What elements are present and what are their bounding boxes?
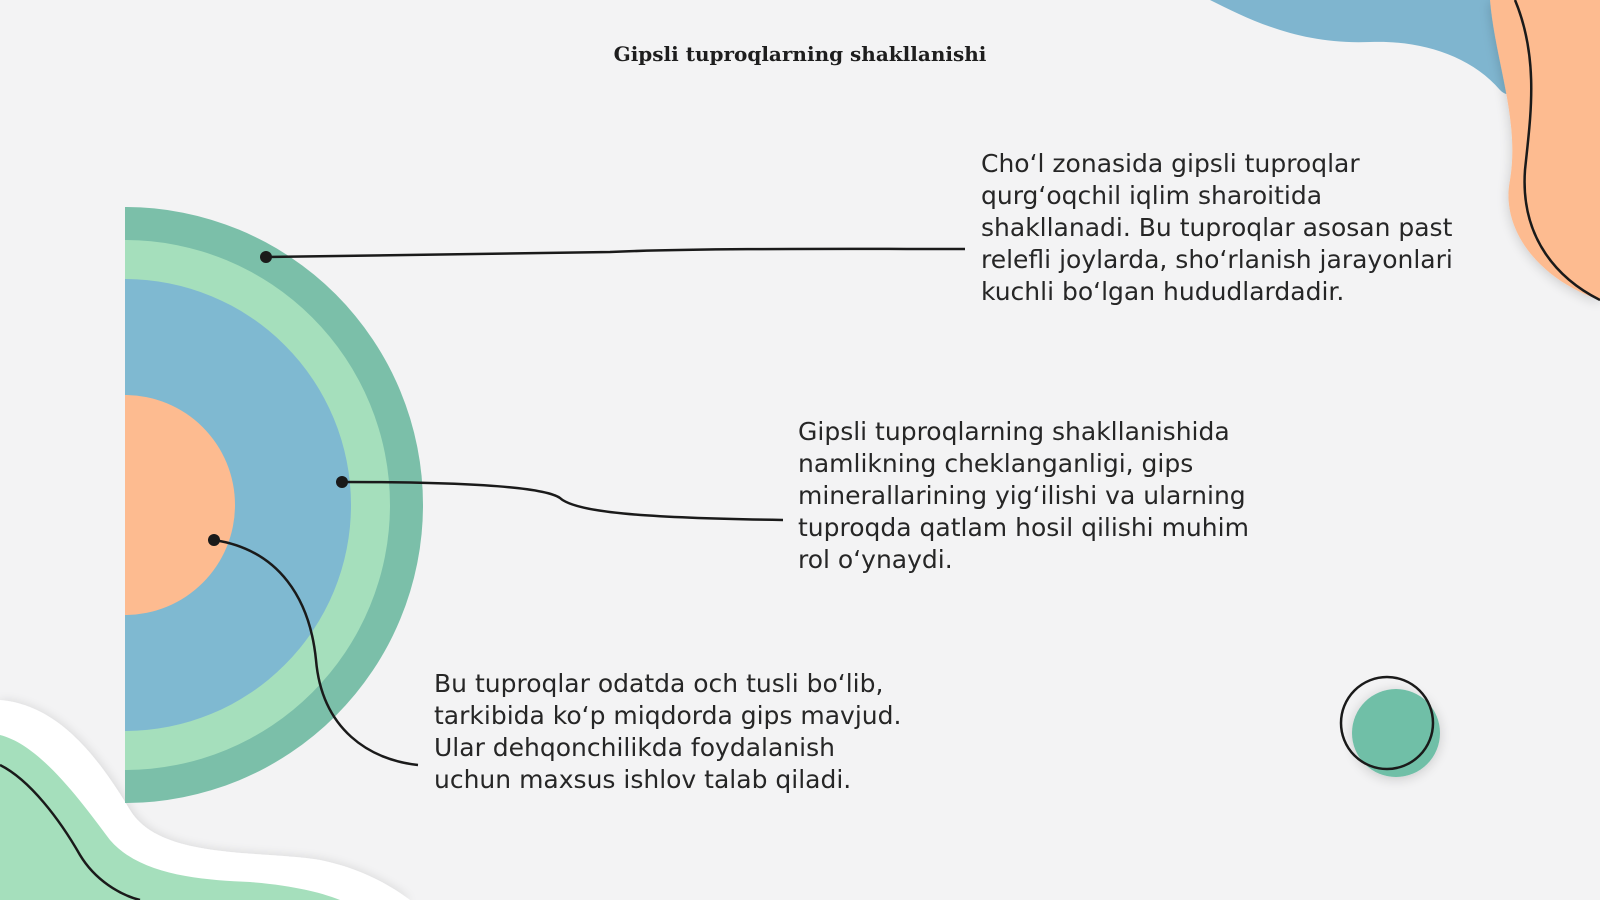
text-line: shakllanadi. Bu tuproqlar asosan past xyxy=(981,213,1453,242)
text-block-2 xyxy=(798,416,1268,576)
slide-title: Gipsli tuproqlarning shakllanishi xyxy=(613,42,987,66)
connector-line-1 xyxy=(266,249,965,257)
text-line: tarkibida ko‘p miqdorda gips mavjud. xyxy=(434,701,902,730)
text-line: Gipsli tuproqlarning shakllanishida xyxy=(798,417,1230,446)
connector-dot-1 xyxy=(260,251,272,263)
text-line: rol o‘ynaydi. xyxy=(798,545,953,574)
text-line: Ular dehqonchilikda foydalanish xyxy=(434,733,835,762)
connector-dot-3 xyxy=(208,534,220,546)
text-line: uchun maxsus ishlov talab qiladi. xyxy=(434,765,852,794)
soil-layers-diagram xyxy=(0,207,423,803)
text-line: Bu tuproqlar odatda och tusli bo‘lib, xyxy=(434,669,884,698)
text-line: namlikning cheklanganligi, gips xyxy=(798,449,1194,478)
text-line: tuproqda qatlam hosil qilishi muhim xyxy=(798,513,1249,542)
connector-dot-2 xyxy=(336,476,348,488)
text-line: Cho‘l zonasida gipsli tuproqlar xyxy=(981,149,1360,178)
text-line: minerallarining yig‘ilishi va ularning xyxy=(798,481,1246,510)
core-circle xyxy=(15,395,235,615)
text-line: relefli joylarda, sho‘rlanish jarayonlari xyxy=(981,245,1453,274)
text-line: kuchli bo‘lgan hududlardadir. xyxy=(981,277,1345,306)
text-line: qurg‘oqchil iqlim sharoitida xyxy=(981,181,1323,210)
text-block-1 xyxy=(981,148,1481,308)
text-block-3 xyxy=(434,668,924,796)
